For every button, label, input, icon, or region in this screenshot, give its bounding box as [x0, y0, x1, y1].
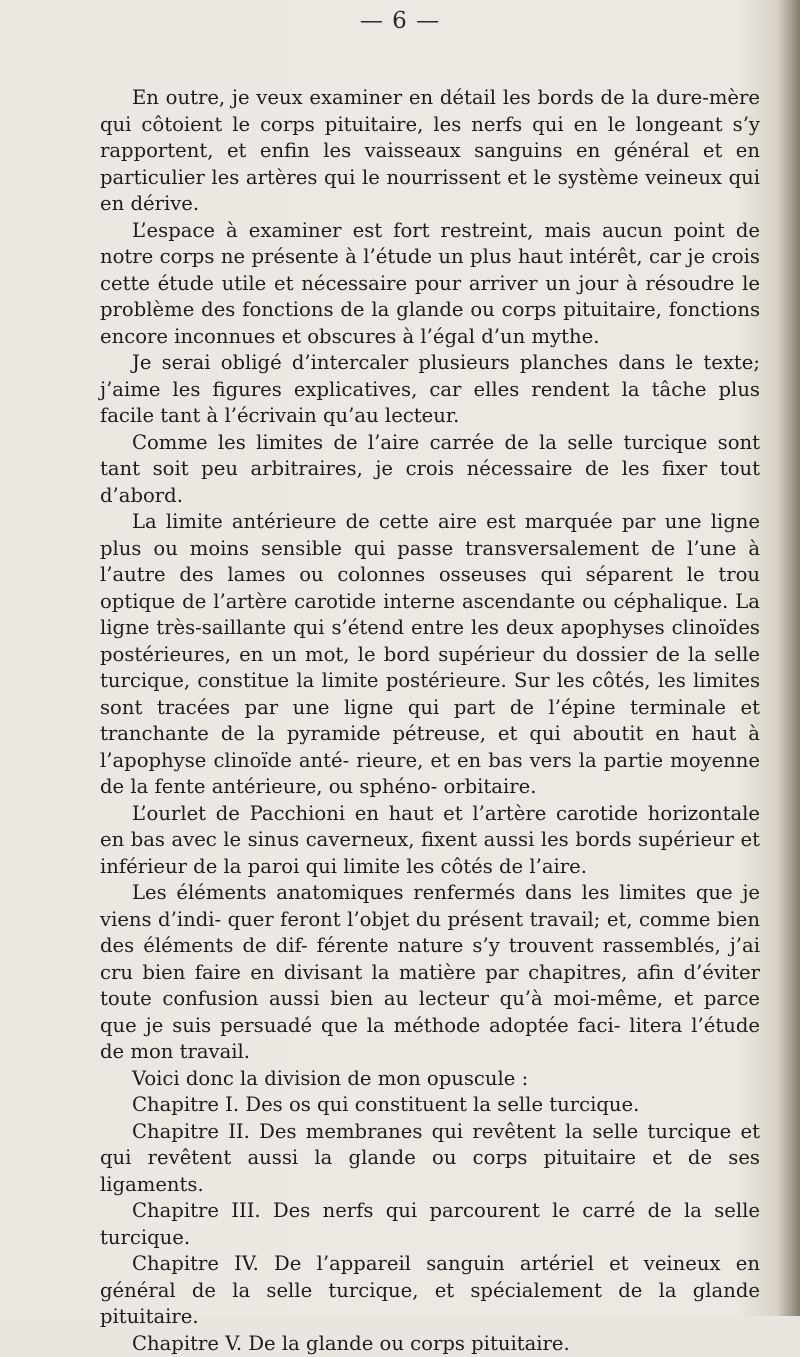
paragraph-elements: Les éléments anatomiques renfermés dans les limites que je viens d’indi- quer feront l’objet du présent travail; et, comme bien des éléments de dif- férente nature s’y trouvent rassemblés, j’ai cru bien faire en divisant la matière par chapitres, afin d’éviter toute confusion aussi bien au lecteur qu’à moi-même, et parce que je suis persuadé que la méthode adoptée faci- litera l’étude de mon travail. [100, 880, 760, 1066]
chapter-1: Chapitre I. Des os qui constituent la selle turcique. [100, 1092, 760, 1119]
body-text [100, 85, 760, 1357]
page-edge-shadow [778, 0, 800, 1316]
chapter-2: Chapitre II. Des membranes qui revêtent la selle turcique et qui revêtent aussi la glande ou corps pituitaire et de ses ligaments. [100, 1119, 760, 1199]
paragraph-limites: Comme les limites de l’aire carrée de la selle turcique sont tant soit peu arbitraires, je crois nécessaire de les fixer tout d’abord. [100, 430, 760, 510]
paragraph-intro: En outre, je veux examiner en détail les bords de la dure-mère qui côtoient le corps pituitaire, les nerfs qui en le longeant s’y rapportent, et enfin les vaisseaux sanguins en général et en particulier les artères qui le nourrissent et le système veineux qui en dérive. [100, 85, 760, 218]
page-number: — 6 — [0, 8, 800, 34]
paragraph-ourlet: L’ourlet de Pacchioni en haut et l’artère carotide horizontale en bas avec le sinus caverneux, fixent aussi les bords supérieur et inférieur de la paroi qui limite les côtés de l’aire. [100, 801, 760, 881]
paragraph-division: Voici donc la division de mon opuscule : [100, 1066, 760, 1093]
paragraph-space: L’espace à examiner est fort restreint, mais aucun point de notre corps ne présente à l’étude un plus haut intérêt, car je crois cette étude utile et nécessaire pour arriver un jour à résoudre le problème des fonctions de la glande ou corps pituitaire, fonctions encore inconnues et obscures à l’égal d’un mythe. [100, 218, 760, 351]
chapter-3: Chapitre III. Des nerfs qui parcourent le carré de la selle turcique. [100, 1198, 760, 1251]
chapter-4: Chapitre IV. De l’appareil sanguin artériel et veineux en général de la selle turcique, et spécialement de la glande pituitaire. [100, 1251, 760, 1331]
paragraph-planches: Je serai obligé d’intercaler plusieurs planches dans le texte; j’aime les figures explicatives, car elles rendent la tâche plus facile tant à l’écrivain qu’au lecteur. [100, 350, 760, 430]
chapter-5: Chapitre V. De la glande ou corps pituitaire. [100, 1331, 760, 1357]
paragraph-limite-anterieure: La limite antérieure de cette aire est marquée par une ligne plus ou moins sensible qui passe transversalement de l’une à l’autre des lames ou colonnes osseuses qui séparent le trou optique de l’artère carotide interne ascendante ou céphalique. La ligne très-saillante qui s’étend entre les deux apophyses clinoïdes postérieures, en un mot, le bord supérieur du dossier de la selle turcique, constitue la limite postérieure. Sur les côtés, les limites sont tracées par une ligne qui part de l’épine terminale et tranchante de la pyramide pétreuse, et qui aboutit en haut à l’apophyse clinoïde anté- rieure, et en bas vers la partie moyenne de la fente antérieure, ou sphéno- orbitaire. [100, 509, 760, 801]
